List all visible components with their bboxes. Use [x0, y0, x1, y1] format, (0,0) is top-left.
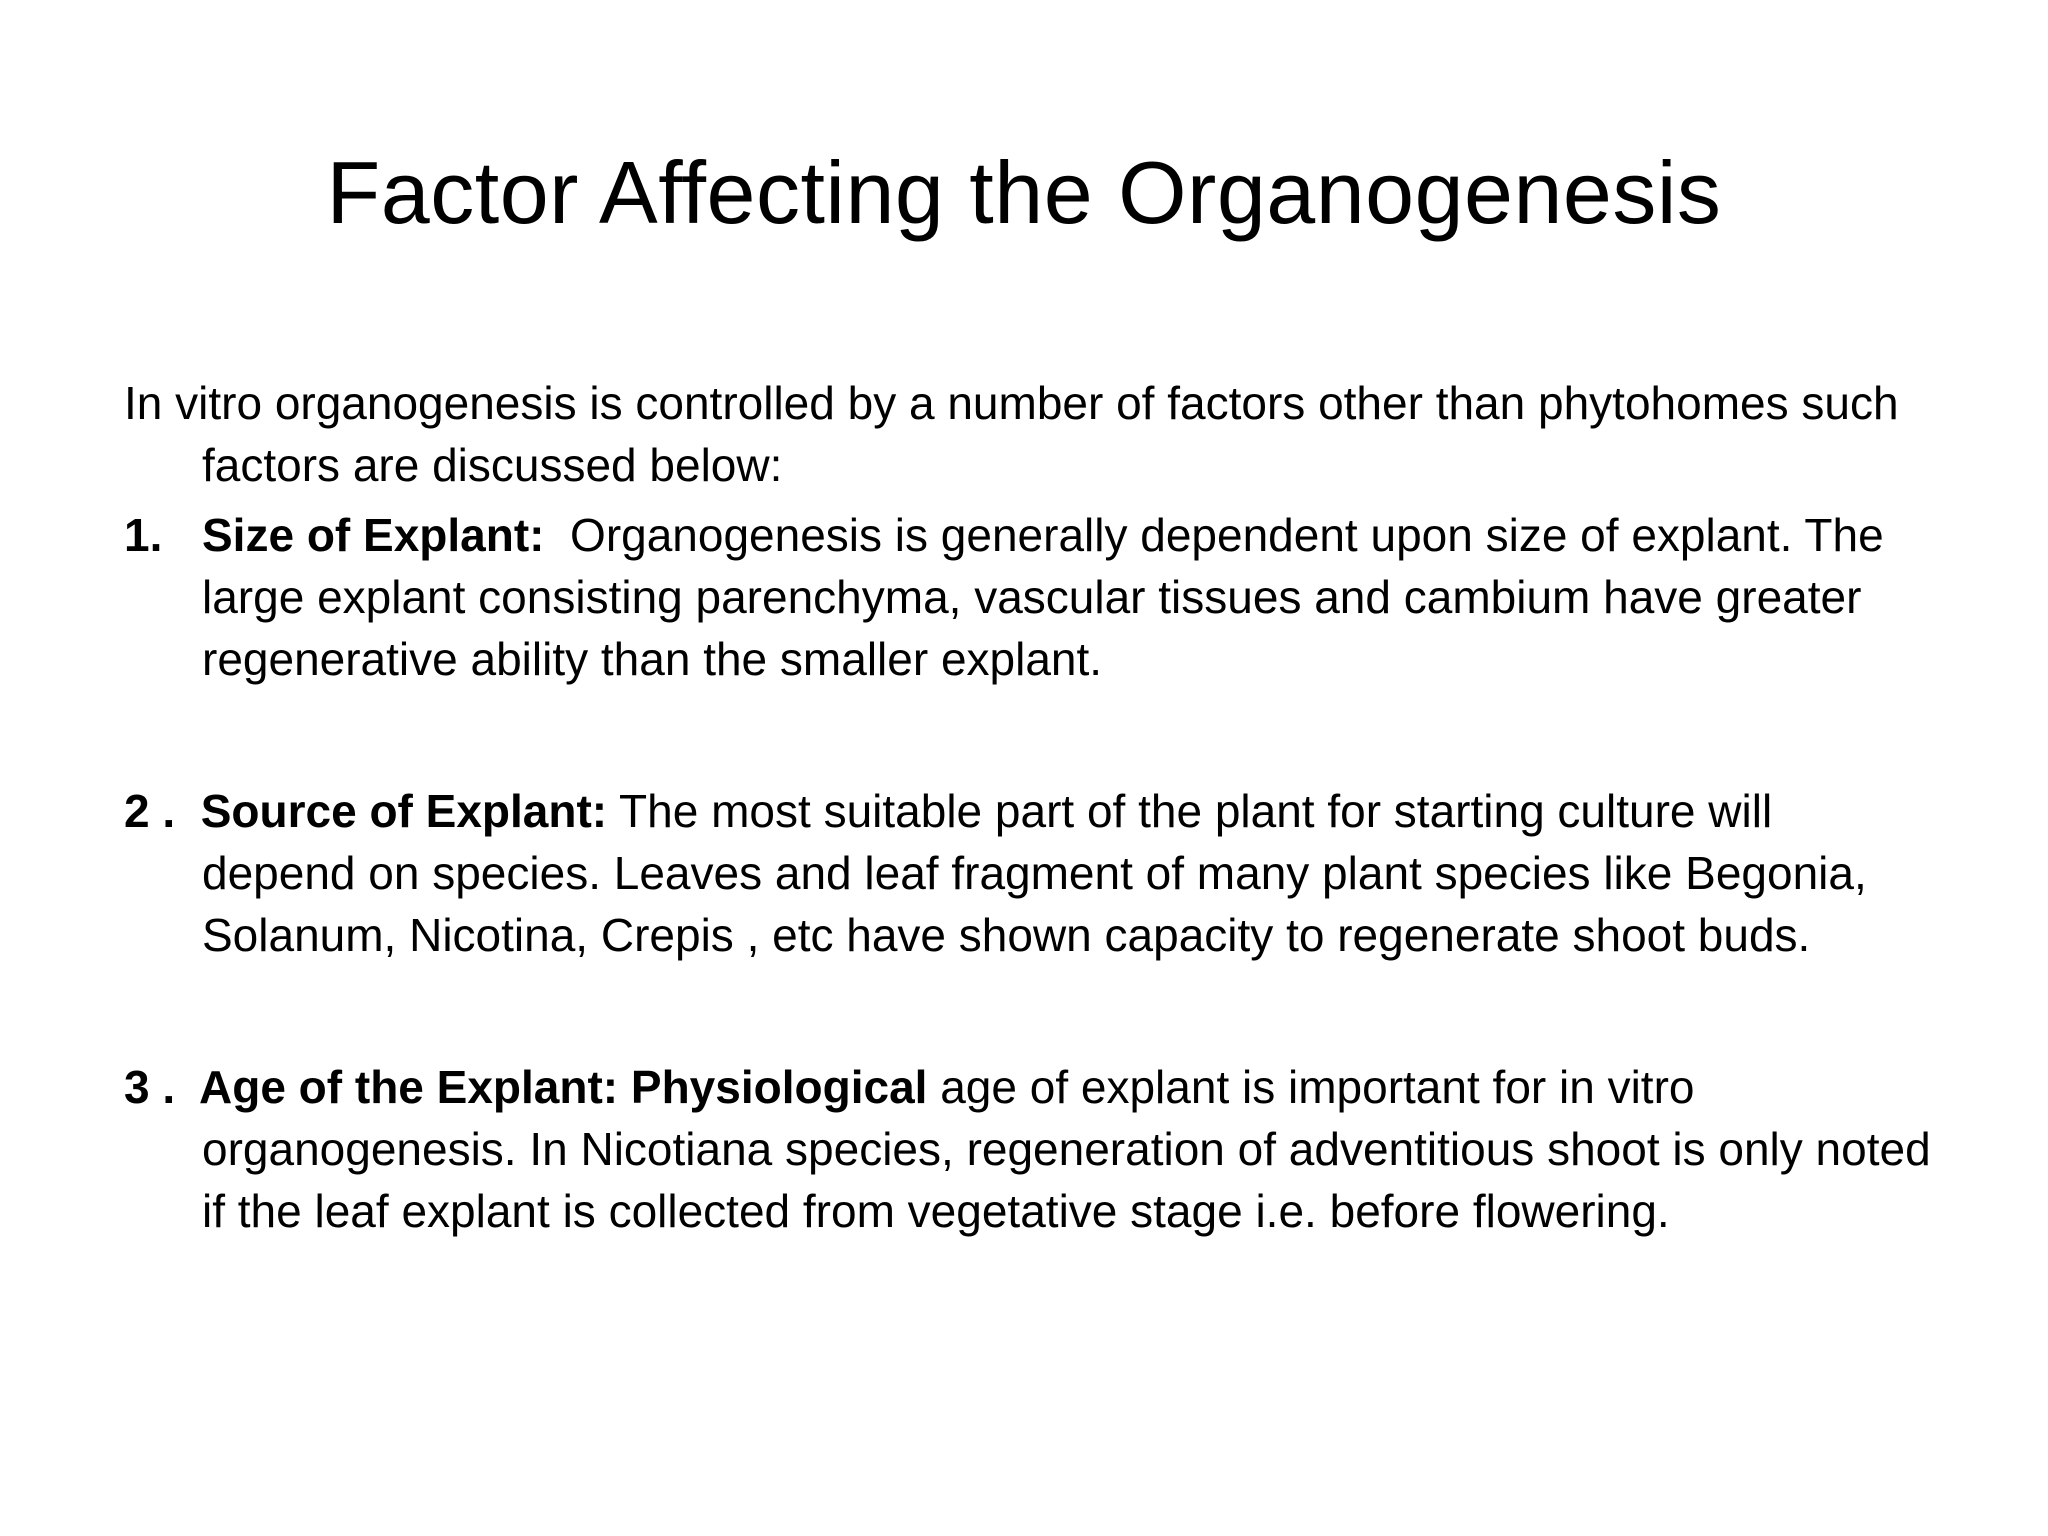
- list-number: 3 .: [124, 1061, 199, 1113]
- list-heading: Size of Explant:: [202, 509, 545, 561]
- intro-paragraph: [124, 372, 1934, 496]
- list-item-age-of-explant: [124, 1056, 1934, 1242]
- list-item-size-of-explant: [124, 504, 1934, 690]
- list-text: Organogenesis is generally dependent upon size of explant. The large explant consisting parenchyma, vascular tissues and cambium have greater regenerative ability than the smaller explant.: [202, 509, 1897, 685]
- list-text: The most suitable part of the plant for starting culture will depend on species. Leaves and leaf fragment of many plant species like Begonia, Solanum, Nicotina, Crepis , etc have shown capacity to regenerate shoot buds.: [202, 785, 1867, 961]
- slide-body: [124, 372, 1934, 1242]
- list-heading: Age of the Explant: Physiological: [199, 1061, 928, 1113]
- list-number: 2 .: [124, 785, 201, 837]
- intro-text: In vitro organogenesis is controlled by a number of factors other than phytohomes such factors are discussed below:: [124, 377, 1899, 491]
- list-number: 1.: [124, 509, 163, 561]
- list-item-source-of-explant: [124, 780, 1934, 966]
- list-heading: Source of Explant:: [200, 785, 608, 837]
- list-text: age of explant is important for in vitro organogenesis. In Nicotiana species, regeneration of adventitious shoot is only noted if the leaf explant is collected from vegetative stage i.e. before flowering.: [202, 1061, 1931, 1237]
- slide-title: Factor Affecting the Organogenesis: [326, 143, 1722, 242]
